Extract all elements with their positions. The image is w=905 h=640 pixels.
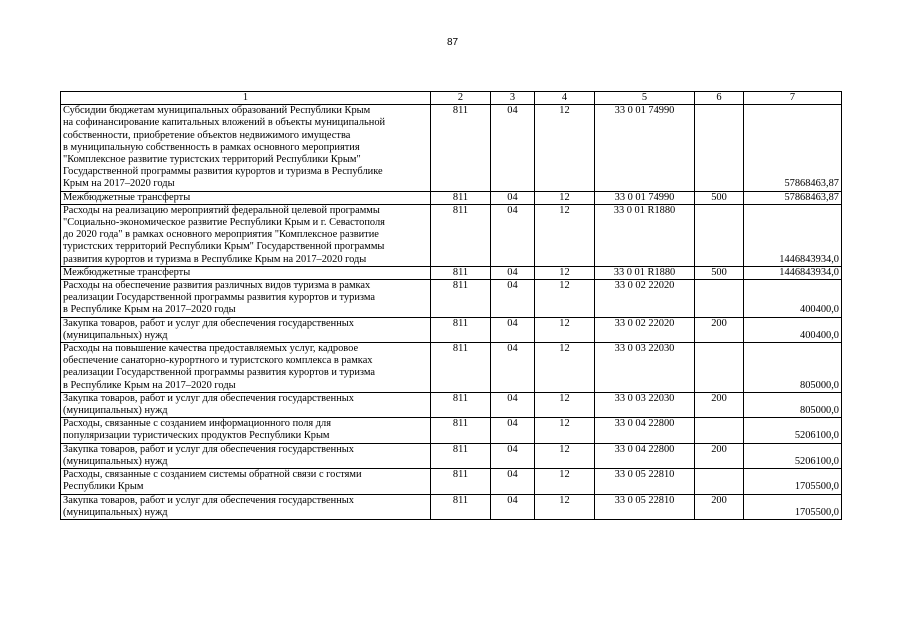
subsection-code-cell: 12: [535, 494, 595, 519]
section-code-cell: 04: [491, 418, 535, 443]
target-article-cell: 33 0 01 74990: [595, 191, 695, 204]
section-code-cell: 04: [491, 191, 535, 204]
column-header: 1: [61, 92, 431, 105]
table-row: [61, 191, 842, 204]
section-code-cell: 04: [491, 105, 535, 191]
ministry-code-cell: 811: [431, 191, 491, 204]
section-code-cell: 04: [491, 494, 535, 519]
target-article-cell: 33 0 04 22800: [595, 443, 695, 468]
subsection-code-cell: 12: [535, 204, 595, 266]
ministry-code-cell: 811: [431, 392, 491, 417]
expense-type-cell: [695, 280, 744, 318]
column-header: 3: [491, 92, 535, 105]
budget-table: [60, 91, 842, 520]
target-article-cell: 33 0 02 22020: [595, 280, 695, 318]
amount-cell: 57868463,87: [744, 191, 842, 204]
table-header-row: [61, 92, 842, 105]
amount-cell: 57868463,87: [744, 105, 842, 191]
table-row: [61, 105, 842, 191]
ministry-code-cell: 811: [431, 469, 491, 494]
budget-table-body: [61, 92, 842, 520]
expense-type-cell: 200: [695, 443, 744, 468]
section-code-cell: 04: [491, 343, 535, 393]
target-article-cell: 33 0 03 22030: [595, 392, 695, 417]
amount-cell: 5206100,0: [744, 443, 842, 468]
column-header: 7: [744, 92, 842, 105]
section-code-cell: 04: [491, 266, 535, 279]
subsection-code-cell: 12: [535, 392, 595, 417]
subsection-code-cell: 12: [535, 105, 595, 191]
table-row: [61, 266, 842, 279]
section-code-cell: 04: [491, 317, 535, 342]
amount-cell: 400400,0: [744, 280, 842, 318]
column-header: 6: [695, 92, 744, 105]
amount-cell: 5206100,0: [744, 418, 842, 443]
row-name-cell: Межбюджетные трансферты: [61, 266, 431, 279]
target-article-cell: 33 0 05 22810: [595, 494, 695, 519]
table-row: [61, 469, 842, 494]
row-name-cell: Межбюджетные трансферты: [61, 191, 431, 204]
amount-cell: 1446843934,0: [744, 204, 842, 266]
expense-type-cell: 200: [695, 392, 744, 417]
target-article-cell: 33 0 02 22020: [595, 317, 695, 342]
section-code-cell: 04: [491, 280, 535, 318]
target-article-cell: 33 0 01 74990: [595, 105, 695, 191]
ministry-code-cell: 811: [431, 280, 491, 318]
expense-type-cell: 500: [695, 266, 744, 279]
subsection-code-cell: 12: [535, 317, 595, 342]
table-row: [61, 204, 842, 266]
table-row: [61, 280, 842, 318]
row-name-cell: Расходы на повышение качества предоставляемых услуг, кадровое обеспечение санаторно-курортного и туристского комплекса в рамках реализации Государственной программы развития курортов и туризма в Республике Крым на 2017–2020 годы: [61, 343, 431, 393]
column-header: 2: [431, 92, 491, 105]
expense-type-cell: 200: [695, 494, 744, 519]
page-number: 87: [446, 37, 459, 48]
amount-cell: 400400,0: [744, 317, 842, 342]
expense-type-cell: 200: [695, 317, 744, 342]
ministry-code-cell: 811: [431, 443, 491, 468]
table-row: [61, 317, 842, 342]
ministry-code-cell: 811: [431, 266, 491, 279]
row-name-cell: Субсидии бюджетам муниципальных образований Республики Крым на софинансирование капитальных вложений в объекты муниципальной собственности, приобретение объектов недвижимого имущества в муниципальную собственность в рамках основного мероприятия "Комплексное развитие туристских территорий Республики Крым" Государственной программы развития курортов и туризма в Республике Крым на 2017–2020 годы: [61, 105, 431, 191]
amount-cell: 805000,0: [744, 392, 842, 417]
amount-cell: 1446843934,0: [744, 266, 842, 279]
ministry-code-cell: 811: [431, 343, 491, 393]
subsection-code-cell: 12: [535, 443, 595, 468]
row-name-cell: Закупка товаров, работ и услуг для обеспечения государственных (муниципальных) нужд: [61, 392, 431, 417]
section-code-cell: 04: [491, 392, 535, 417]
expense-type-cell: [695, 469, 744, 494]
row-name-cell: Закупка товаров, работ и услуг для обеспечения государственных (муниципальных) нужд: [61, 443, 431, 468]
ministry-code-cell: 811: [431, 204, 491, 266]
table-row: [61, 494, 842, 519]
row-name-cell: Расходы на обеспечение развития различных видов туризма в рамках реализации Государственной программы развития курортов и туризма в Республике Крым на 2017–2020 годы: [61, 280, 431, 318]
expense-type-cell: 500: [695, 191, 744, 204]
subsection-code-cell: 12: [535, 343, 595, 393]
column-header: 4: [535, 92, 595, 105]
expense-type-cell: [695, 343, 744, 393]
ministry-code-cell: 811: [431, 418, 491, 443]
subsection-code-cell: 12: [535, 266, 595, 279]
target-article-cell: 33 0 01 R1880: [595, 266, 695, 279]
expense-type-cell: [695, 105, 744, 191]
table-row: [61, 392, 842, 417]
target-article-cell: 33 0 05 22810: [595, 469, 695, 494]
subsection-code-cell: 12: [535, 469, 595, 494]
subsection-code-cell: 12: [535, 280, 595, 318]
amount-cell: 1705500,0: [744, 494, 842, 519]
row-name-cell: Расходы на реализацию мероприятий федеральной целевой программы "Социально-экономическое развитие Республики Крым и г. Севастополя до 2020 года" в рамках основного мероприятия "Комплексное развитие туристских территорий Республики Крым" Государственной программы развития курортов и туризма в Республике Крым на 2017–2020 годы: [61, 204, 431, 266]
row-name-cell: Закупка товаров, работ и услуг для обеспечения государственных (муниципальных) нужд: [61, 494, 431, 519]
ministry-code-cell: 811: [431, 105, 491, 191]
row-name-cell: Закупка товаров, работ и услуг для обеспечения государственных (муниципальных) нужд: [61, 317, 431, 342]
row-name-cell: Расходы, связанные с созданием информационного поля для популяризации туристических продуктов Республики Крым: [61, 418, 431, 443]
expense-type-cell: [695, 204, 744, 266]
section-code-cell: 04: [491, 443, 535, 468]
table-row: [61, 443, 842, 468]
amount-cell: 805000,0: [744, 343, 842, 393]
table-row: [61, 418, 842, 443]
expense-type-cell: [695, 418, 744, 443]
subsection-code-cell: 12: [535, 191, 595, 204]
ministry-code-cell: 811: [431, 494, 491, 519]
section-code-cell: 04: [491, 204, 535, 266]
section-code-cell: 04: [491, 469, 535, 494]
row-name-cell: Расходы, связанные с созданием системы обратной связи с гостями Республики Крым: [61, 469, 431, 494]
table-row: [61, 343, 842, 393]
subsection-code-cell: 12: [535, 418, 595, 443]
target-article-cell: 33 0 04 22800: [595, 418, 695, 443]
target-article-cell: 33 0 03 22030: [595, 343, 695, 393]
target-article-cell: 33 0 01 R1880: [595, 204, 695, 266]
amount-cell: 1705500,0: [744, 469, 842, 494]
column-header: 5: [595, 92, 695, 105]
ministry-code-cell: 811: [431, 317, 491, 342]
